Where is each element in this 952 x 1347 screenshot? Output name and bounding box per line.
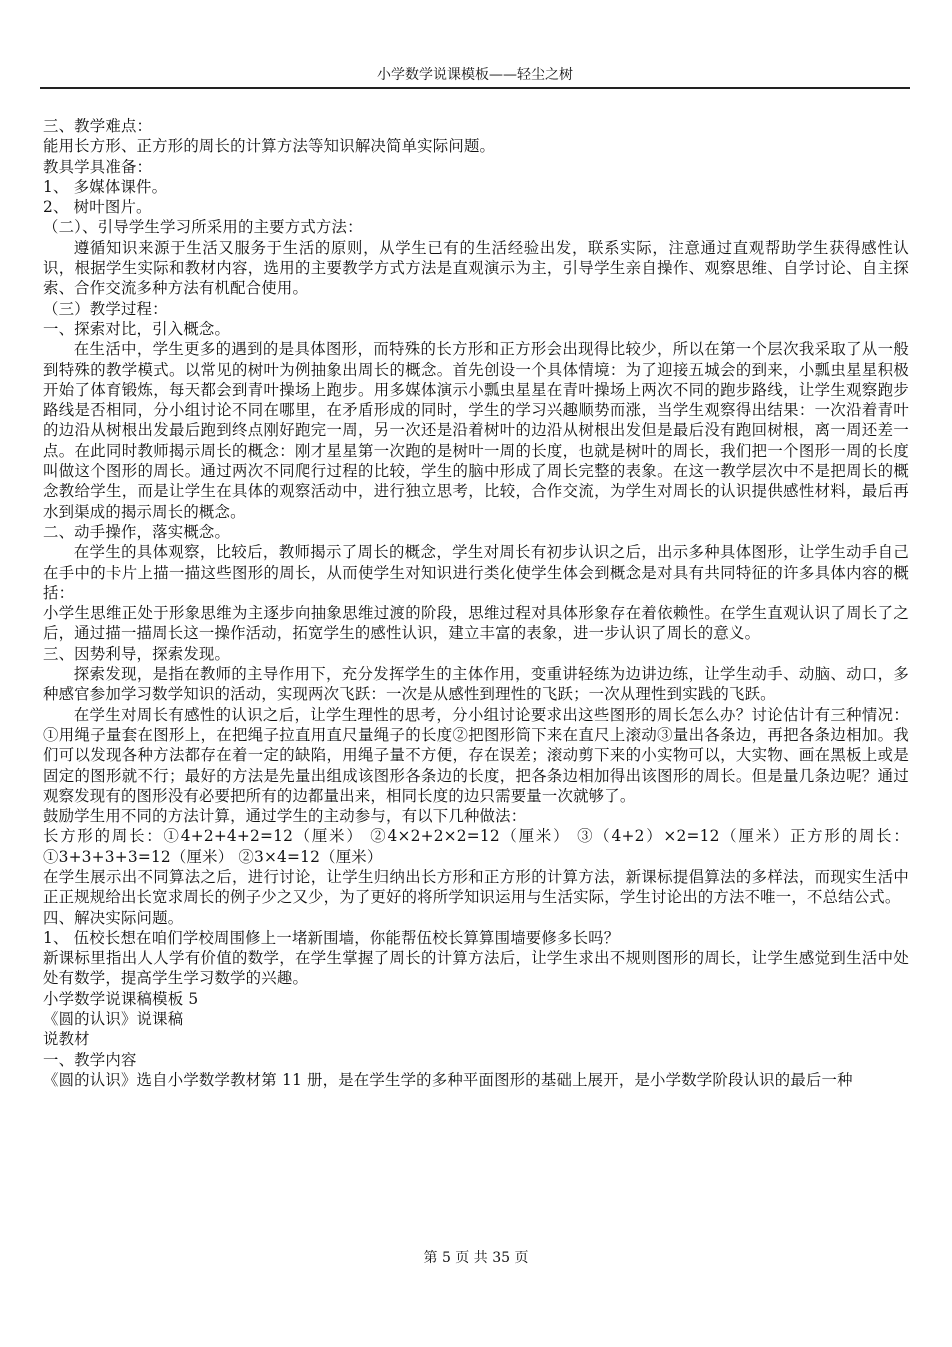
- section-heading: 一、教学内容: [43, 1050, 137, 1069]
- paragraph: 在学生对周长有感性的认识之后，让学生理性的思考，分小组讨论要求出这些图形的周长怎么办？讨论估计有三种情况：①用绳子量套在图形上，在把绳子拉直用直尺量绳子的长度②把图形筒下来在直尺上滚动③量出各条边，再把各条边相加。我们可以发现各种方法都存在着一定的缺陷，用绳子量不方便，存在误差；滚动剪下来的小实物可以，大实物、画在黑板上或是固定的图形就不行；最好的方法是先量出组成该图形各条边的长度，把各条边相加得出该图形的周长。但是量几条边呢？通过观察发现有的图形没有必要把所有的边都量出来，相同长度的边只需要量一次就够了。: [43, 705, 909, 805]
- list-item: 1、 多媒体课件。: [43, 177, 168, 196]
- paragraph: 《圆的认识》选自小学数学教材第 11 册，是在学生学的多种平面图形的基础上展开，是小学数学阶段认识的最后一种: [43, 1070, 853, 1089]
- lesson-title: 《圆的认识》说课稿: [43, 1010, 184, 1029]
- heading-teaching-aids: 教具学具准备：: [43, 157, 153, 176]
- page-number: 第 5 页 共 35 页: [423, 1250, 529, 1266]
- paragraph: 在学生的具体观察，比较后，教师揭示了周长的概念，学生对周长有初步认识之后，出示多种具体图形，让学生动手自己在手中的卡片上描一描这些图形的周长，从而使学生对知识进行类化使学生体会到概念是对具有共同特征的许多具体内容的概括：: [43, 543, 909, 602]
- heading-process: （三）教学过程：: [43, 299, 168, 318]
- heading-textbook: 说教材: [43, 1030, 90, 1049]
- section-heading: 四、解决实际问题。: [43, 908, 184, 927]
- page-header-title: 小学数学说课模板——轻尘之树: [377, 67, 573, 83]
- template-title: 小学数学说课稿模板 5: [43, 989, 199, 1008]
- document-body: [43, 116, 909, 1090]
- section-heading: 一、探索对比，引入概念。: [43, 319, 231, 338]
- heading-methods: （二）、引导学生学习所采用的主要方式方法：: [43, 218, 363, 237]
- list-item: 1、 伍校长想在咱们学校周围修上一堵新围墙，你能帮伍校长算算围墙要修多长吗？: [43, 928, 620, 947]
- section-heading: 二、动手操作，落实概念。: [43, 522, 231, 541]
- paragraph: 在生活中，学生更多的遇到的是具体图形，而特殊的长方形和正方形会出现得比较少，所以在第一个层次我采取了从一般到特殊的教学模式。以常见的树叶为例抽象出周长的概念。首先创设一个具体情境：为了迎接五城会的到来，小瓢虫星星积极开始了体育锻炼，每天都会到青叶操场上跑步。用多媒体演示小瓢虫星星在青叶操场上两次不同的跑步路线，让学生观察跑步路线是否相同，分小组讨论不同在哪里，在矛盾形成的同时，学生的学习兴趣顺势而涨，当学生观察得出结果：一次沿着青叶的边沿从树根出发最后跑到终点刚好跑完一周，另一次还是沿着树叶的边沿从树根出发但是最后没有跑回树根，离一周还差一点。在此同时教师揭示周长的概念：刚才星星第一次跑的是树叶一周的长度，也就是树叶的周长，我们把一个图形一周的长度叫做这个图形的周长。通过两次不同爬行过程的比较，学生的脑中形成了周长完整的表象。在这一教学层次中不是把周长的概念教给学生，而是让学生在具体的观察活动中，进行独立思考，比较，合作交流，为学生对周长的认识提供感性材料，最后再水到渠成的揭示周长的概念。: [43, 340, 909, 521]
- heading-teaching-difficulty: 三、教学难点：: [43, 117, 153, 135]
- paragraph: 新课标里指出人人学有价值的数学，在学生掌握了周长的计算方法后，让学生求出不规则图形的周长，让学生感觉到生活中处处有数学，提高学生学习数学的兴趣。: [43, 949, 909, 988]
- paragraph: 在学生展示出不同算法之后，进行讨论，让学生归纳出长方形和正方形的计算方法，新课标提倡算法的多样法，而现实生活中正正规规给出长宽求周长的例子少之又少，为了更好的将所学知识运用与生活实际，学生讨论出的方法不唯一，不总结公式。: [43, 867, 909, 907]
- paragraph: 鼓励学生用不同的方法计算，通过学生的主动参与，有以下几种做法：: [43, 807, 527, 826]
- list-item: 2、 树叶图片。: [43, 198, 152, 217]
- paragraph: 小学生思维正处于形象思维为主逐步向抽象思维过渡的阶段，思维过程对具体形象存在着依赖性。在学生直观认识了周长了之后，通过描一描周长这一操作活动，拓宽学生的感性认识，建立丰富的表象，进一步认识了周长的意义。: [43, 604, 909, 643]
- paragraph: 遵循知识来源于生活又服务于生活的原则，从学生已有的生活经验出发，联系实际，注意通过直观帮助学生获得感性认识，根据学生实际和教材内容，选用的主要教学方式方法是直观演示为主，引导学生亲自操作、观察思维、自学讨论、自主探索、合作交流多种方法有机配合使用。: [43, 238, 909, 298]
- paragraph: 探索发现，是指在教师的主导作用下，充分发挥学生的主体作用，变重讲轻练为边讲边练，让学生动手、动脑、动口，多种感官参加学习数学知识的活动，实现两次飞跃：一次是从感性到理性的飞跃；一次从理性到实践的飞跃。: [43, 665, 909, 704]
- paragraph: 能用长方形、正方形的周长的计算方法等知识解决简单实际问题。: [43, 137, 496, 156]
- formula-paragraph: 长方形的周长：①4+2+4+2=12（厘米） ②4×2+2×2=12（厘米） ③（4+2）×2=12（厘米）正方形的周长：①3+3+3+3=12（厘米） ②3×4=12（厘米）: [43, 827, 909, 866]
- header-rule: [40, 87, 910, 89]
- section-heading: 三、因势利导，探索发现。: [43, 644, 231, 663]
